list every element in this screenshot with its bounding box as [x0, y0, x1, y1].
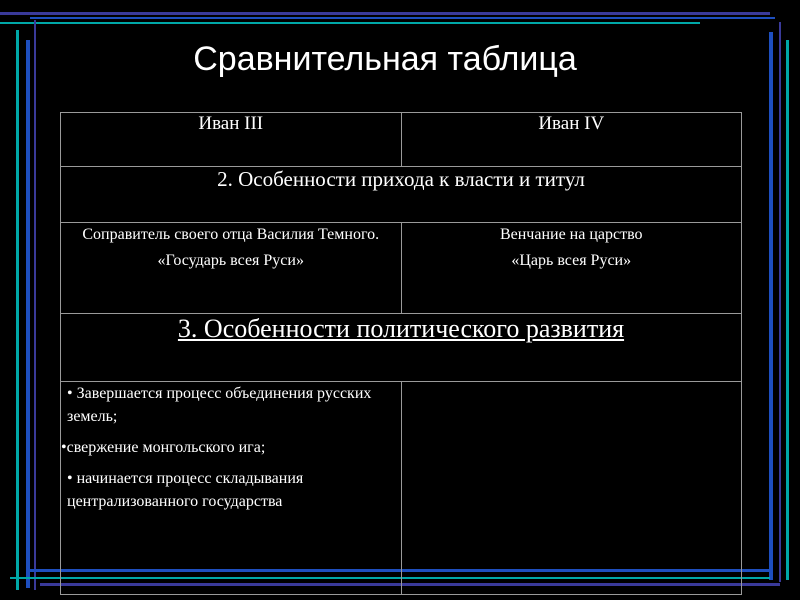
frame-right-line-1	[769, 32, 773, 580]
header-ivan3: Иван III	[61, 113, 402, 167]
frame-left-line-1	[16, 30, 19, 590]
list-item	[61, 382, 401, 428]
table-row-accession	[61, 223, 742, 314]
frame-top-line-1	[0, 12, 770, 15]
list-item	[61, 436, 401, 459]
list-item-text: Завершается процесс объединения русских земель;	[67, 385, 372, 425]
frame-left-line-3	[34, 20, 36, 590]
politics-list	[61, 382, 401, 513]
comparison-table	[60, 112, 742, 595]
cell-ivan3-accession	[61, 223, 402, 314]
cell-text: «Царь всея Руси»	[511, 252, 632, 269]
list-item	[61, 467, 401, 513]
frame-top-line-3	[0, 22, 700, 24]
section-row-accession	[61, 167, 742, 223]
list-item-text: начинается процесс складывания централизованного государства	[67, 470, 304, 510]
section-title-accession: 2. Особенности прихода к власти и титул	[61, 167, 742, 223]
bullet-icon: •	[67, 470, 73, 487]
section-row-politics	[61, 314, 742, 382]
cell-text: Венчание на царство	[499, 226, 643, 243]
bullet-icon: •	[61, 439, 67, 456]
table-row-politics	[61, 382, 742, 595]
header-ivan4: Иван IV	[401, 113, 742, 167]
cell-ivan4-accession	[401, 223, 742, 314]
table-header-row	[61, 113, 742, 167]
frame-right-line-2	[779, 22, 781, 582]
section-title-politics-text: 3. Особенности политического развития	[177, 314, 625, 343]
cell-ivan4-politics	[401, 382, 742, 595]
cell-text: «Государь всея Руси»	[157, 252, 304, 269]
frame-left-line-2	[26, 40, 30, 588]
cell-ivan3-politics	[61, 382, 402, 595]
page-title: Сравнительная таблица	[193, 40, 577, 78]
frame-right-line-3	[786, 40, 789, 580]
bullet-icon: •	[67, 385, 73, 402]
frame-top-line-2	[30, 17, 775, 19]
section-title-politics	[61, 314, 742, 382]
cell-text: Соправитель своего отца Василия Темного.	[82, 226, 380, 243]
list-item-text: свержение монгольского ига;	[66, 439, 266, 456]
